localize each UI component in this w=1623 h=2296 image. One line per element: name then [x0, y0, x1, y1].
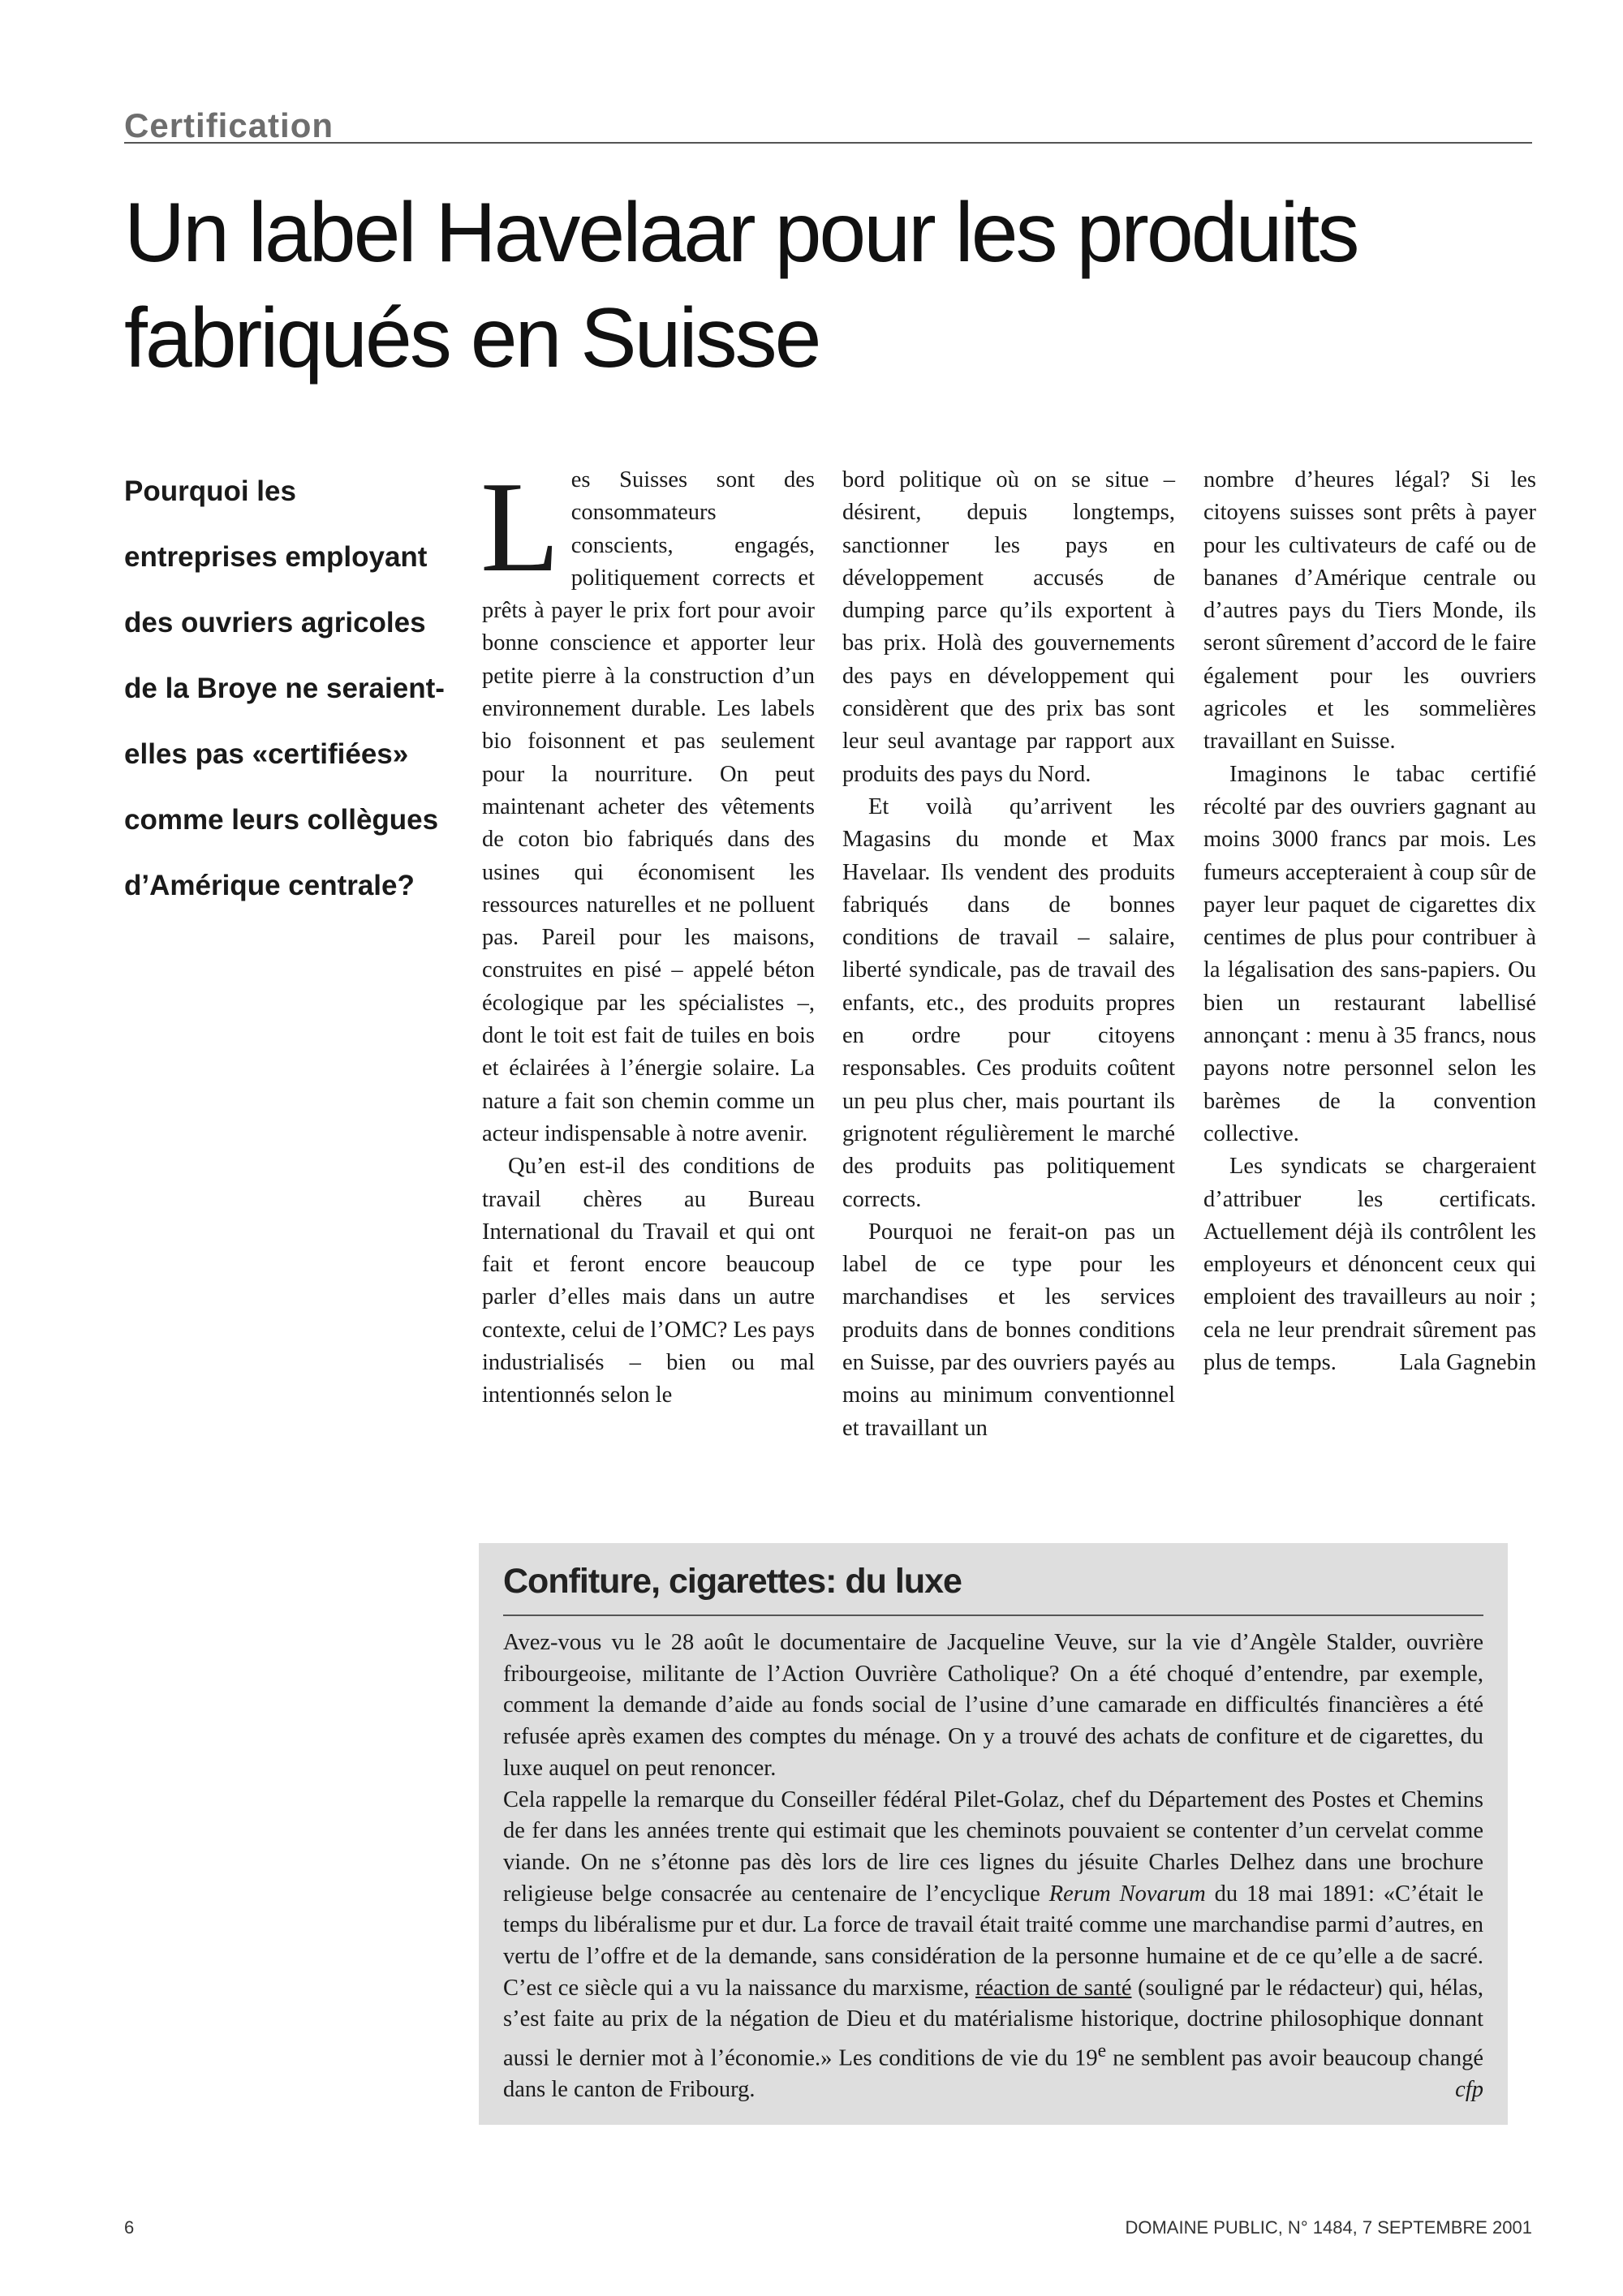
article-paragraph	[480, 454, 815, 1150]
article-column-3	[1203, 464, 1536, 1379]
drop-cap: L	[480, 454, 560, 599]
lead-paragraph: Pourquoi les entreprises employant des ouvriers agricoles de la Broye ne seraient-elles pas «certifiées» comme leurs collègues d’Amérique centrale?	[124, 475, 445, 901]
paragraph-text: ne semblent pas avoir beaucoup changé dans le canton de Fribourg.	[503, 2045, 1483, 2103]
section-rule	[124, 142, 1532, 144]
section-label: Certification	[124, 106, 334, 144]
page-number: 6	[124, 2217, 135, 2238]
paragraph-text: Les syndicats se chargeraient d’attribuer les certificats. Actuellement déjà ils contrôlent les employeurs et dénoncent ceux qui emploient des travailleurs au noir ; cela ne leur prendrait sûrement pas plus de temps.	[1203, 1154, 1536, 1376]
article-paragraph: Qu’en est-il des conditions de travail chères au Bureau International du Travail et qui ont fait et feront encore beaucoup parler d’elles mais dans un autre contexte, celui de l’OMC? Les pays industrialisés – bien ou mal intentionnés selon le	[482, 1154, 815, 1408]
article-column-1	[480, 454, 815, 1412]
publication-info: DOMAINE PUBLIC, N° 1484, 7 SEPTEMBRE 2001	[1125, 2217, 1532, 2238]
paragraph-text: (souligné par le rédacteur) qui, hélas, s’est faite au prix de la négation de Dieu et du matérialisme historique, doctrine philosophique donnant aussi le dernier mot à l’économie.» Les conditions de vie du 19	[503, 1975, 1484, 2071]
encyclical-title: Rerum Novarum	[1048, 1881, 1206, 1907]
article-paragraph: Pourquoi ne ferait-on pas un label de ce type pour les marchandises et les services produits dans de bonnes conditions en Suisse, par des ouvriers payés au moins au minimum conventionnel et travaillant un	[842, 1219, 1175, 1441]
superscript: e	[1097, 2040, 1107, 2062]
author-signature: Lala Gagnebin	[1399, 1350, 1536, 1376]
paragraph-text: Cela rappelle la remarque du Conseiller fédéral Pilet-Golaz, chef du Département des Postes et Chemins de fer dans les années trente qui estimait que les cheminots pouvaient se contenter d’un cervelat comme viande. On ne s’étonne pas dès lors de lire ces lignes du jésuite Charles Delhez dans une brochure religieuse belge consacrée au centenaire de l’encyclique	[503, 1786, 1483, 1907]
article-paragraph	[1203, 1150, 1536, 1379]
article-column-2	[842, 464, 1175, 1445]
article-paragraph: nombre d’heures légal? Si les citoyens suisses sont prêts à payer pour les cultivateurs de café ou de bananes d’Amérique centrale ou d’autres pays du Tiers Monde, ils seront sûrement d’accord de le faire également pour les ouvriers agricoles et les sommelières travaillant en Suisse.	[1203, 467, 1536, 755]
underlined-text: réaction de santé	[975, 1975, 1132, 2001]
sidebar-box	[479, 1543, 1508, 2125]
article-paragraph: Imaginons le tabac certifié récolté par des ouvriers gagnant au moins 3000 francs par mois. Les fumeurs accepteraient à coup sûr de payer leur paquet de cigarettes dix centimes de plus pour contribuer à la légalisation des sans-papiers. Ou bien un restaurant labellisé annonçant : menu à 35 francs, nous payons notre personnel selon les barèmes de la convention collective.	[1203, 761, 1536, 1146]
sidebar-author: cfp	[1455, 2077, 1483, 2103]
article-paragraph: Et voilà qu’arrivent les Magasins du monde et Max Havelaar. Ils vendent des produits fabriqués dans de bonnes conditions de travail – salaire, liberté syndicale, pas de travail des enfants, etc., des produits propres en ordre pour citoyens responsables. Ces produits coûtent un peu plus cher, mais pourtant ils grignotent régulièrement le marché des produits pas politiquement corrects.	[842, 793, 1175, 1212]
article-paragraph: bord politique où on se situe – désirent, depuis longtemps, sanctionner les pays en développement accusés de dumping parce qu’ils exportent à bas prix. Holà des gouvernements des pays en développement qui considèrent que des prix bas sont leur seul avantage par rapport aux produits des pays du Nord.	[842, 467, 1175, 787]
paragraph-text: du 18 mai 1891: «C’était le temps du libéralisme pur et dur. La force de travail était traité comme une marchandise parmi d’autres, en vertu de l’offre et de la demande, sans considération de la personne humaine et de ce qu’elle a de sacré. C’est ce siècle qui a vu la naissance du marxisme,	[503, 1881, 1484, 2001]
sidebar-body	[503, 1627, 1483, 2106]
sidebar-paragraph: Avez-vous vu le 28 août le documentaire de Jacqueline Veuve, sur la vie d’Angèle Stalder, ouvrière fribourgeoise, militante de l’Action Ouvrière Catholique? On a été choqué d’entendre, par exemple, comment la demande d’aide au fonds social de l’usine d’une camarade en difficultés financières a été refusée après examen des comptes du ménage. On y a trouvé des achats de confiture et de cigarettes, du luxe auquel on peut renoncer.	[503, 1630, 1483, 1781]
sidebar-title: Confiture, cigarettes: du luxe	[503, 1562, 962, 1601]
headline: Un label Havelaar pour les produits fabriqués en Suisse	[124, 186, 1358, 385]
sidebar-rule	[503, 1615, 1483, 1616]
sidebar-paragraph	[503, 1785, 1483, 2107]
paragraph-text: es Suisses sont des consommateurs conscients, engagés, politiquement corrects et prêts à payer le prix fort pour avoir bonne conscience et apporter leur petite pierre à la construction d’un environnement durable. Les labels bio foisonnent et pas seulement pour la nourriture. On peut maintenant acheter des vêtements de coton bio fabriqués dans des usines qui économisent les ressources naturelles et ne polluent pas. Pareil pour les maisons, construites en pisé – appelé béton écologique par les spécialistes –, dont le toit est fait de tuiles en bois et éclairées à l’énergie solaire. La nature a fait son chemin comme un acteur indispensable à notre avenir.	[482, 467, 815, 1146]
